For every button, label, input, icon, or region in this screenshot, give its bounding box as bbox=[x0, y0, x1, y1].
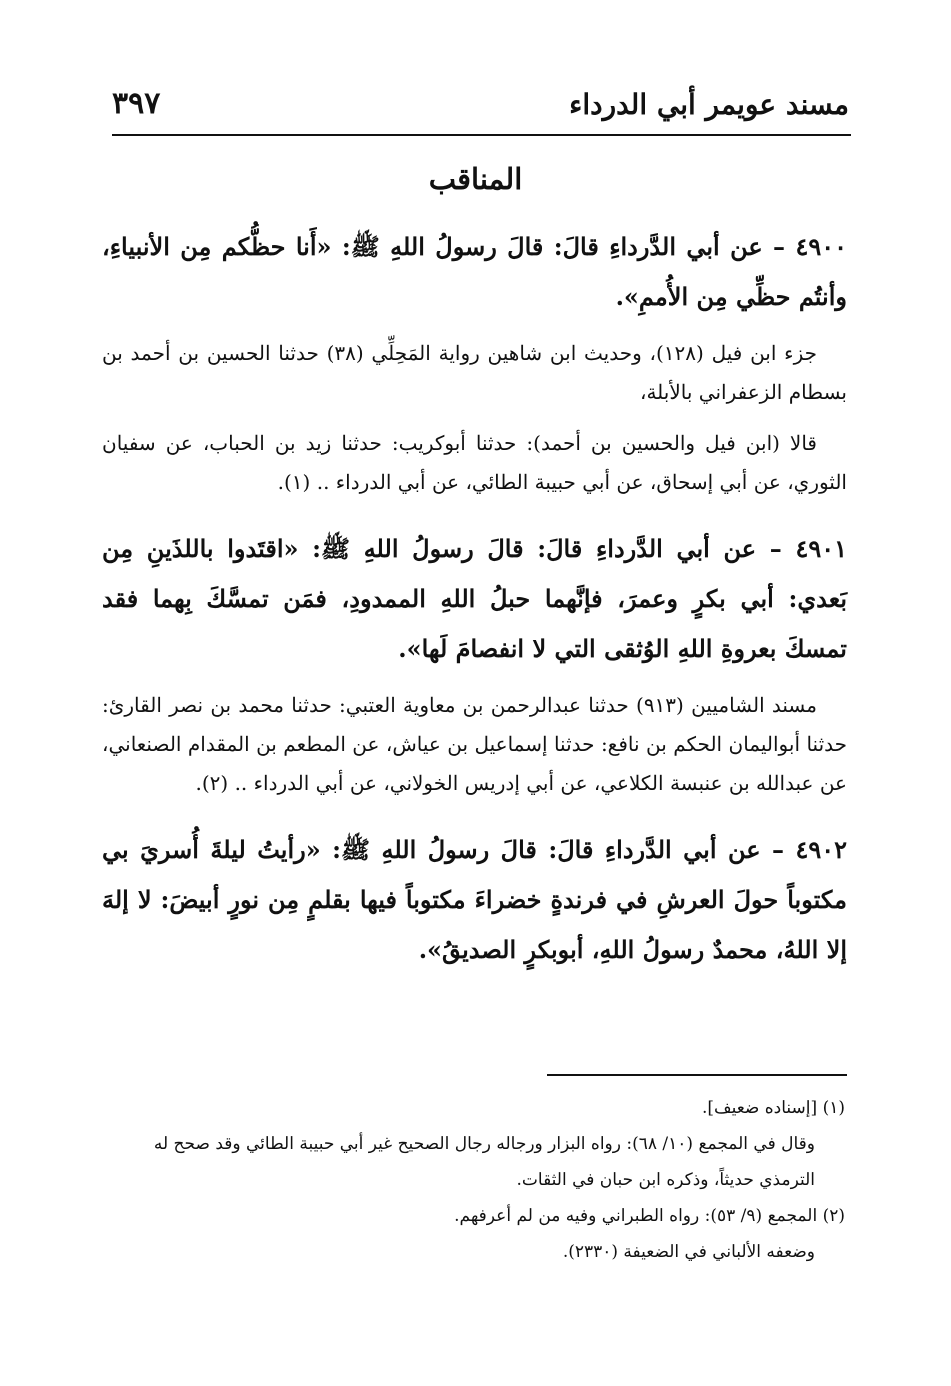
hadith-number: ٤٩٠٠ bbox=[795, 232, 847, 261]
source-paragraph: مسند الشاميين (٩١٣) حدثنا عبدالرحمن بن معاوية العتبي: حدثنا محمد بن نصر القارئ: حدثنا أبواليمان الحكم بن نافع: حدثنا إسماعيل بن عياش، عن المطعم بن المقدام الصنعاني، عن عبدالله بن عنبسة الكلاعي، عن أبي إدريس الخولاني، عن أبي الدرداء .. (٢). bbox=[102, 693, 847, 795]
footnote bbox=[104, 1198, 845, 1234]
hadith-entry bbox=[102, 222, 847, 322]
hadith-text: – عن أبي الدَّرداءِ قالَ: قالَ رسولُ اللهِ ﷺ: «رأيتُ ليلةَ أُسريَ بي مكتوباً حولَ العرشِ في فرندةٍ خضراءَ مكتوباً فيها بقلمٍ مِن نورٍ أبيضَ: لا إلهَ إلا اللهُ، محمدٌ رسولُ اللهِ، أبوبكرٍ الصديقُ». bbox=[102, 835, 847, 964]
hadith-entry bbox=[102, 825, 847, 975]
header-divider bbox=[112, 134, 851, 136]
hadith-number: ٤٩٠١ bbox=[795, 534, 847, 563]
footnote-divider bbox=[547, 1074, 847, 1076]
hadith-text: – عن أبي الدَّرداءِ قالَ: قالَ رسولُ اللهِ ﷺ: «أَنا حظُّكم مِن الأنبياءِ، وأنتُم حظِّي مِن الأُممِ». bbox=[102, 232, 847, 311]
footnote-continuation: وضعفه الألباني في الضعيفة (٢٣٣٠). bbox=[562, 1242, 815, 1262]
page-number: ٣٩٧ bbox=[112, 86, 161, 121]
footnote-marker: (٢) bbox=[822, 1206, 845, 1226]
footnote-text: [إسناده ضعيف]. bbox=[701, 1098, 818, 1118]
section-title: المناقب bbox=[428, 162, 523, 196]
source-paragraph: جزء ابن فيل (١٢٨)، وحديث ابن شاهين رواية المَحِلِّي (٣٨) حدثنا الحسين بن أحمد بن بسطام الزعفراني بالأبلة، bbox=[102, 341, 847, 404]
hadith-number: ٤٩٠٢ bbox=[795, 835, 847, 864]
hadith-entry bbox=[102, 524, 847, 674]
running-title: مسند عويمر أبي الدرداء bbox=[569, 88, 849, 121]
footnote-continuation: وقال في المجمع (١٠/ ٦٨): رواه البزار ورجاله رجال الصحيح غير أبي حبيبة الطائي وقد صحح له الترمذي حديثاً، وذكره ابن حبان في الثقات. bbox=[153, 1134, 815, 1190]
hadith-text: – عن أبي الدَّرداءِ قالَ: قالَ رسولُ اللهِ ﷺ: «اقتَدوا باللذَينِ مِن بَعدي: أبي بكرٍ وعمرَ، فإنَّهما حبلُ اللهِ الممدودِ، فمَن تمسَّكَ بِهما فقد تمسكَ بعروةِ اللهِ الوُثقى التي لا انفصامَ لَها». bbox=[102, 534, 847, 663]
footnotes bbox=[104, 1090, 845, 1270]
footnote bbox=[104, 1090, 845, 1126]
page-header bbox=[112, 86, 849, 121]
source-paragraph: قالا (ابن فيل والحسين بن أحمد): حدثنا أبوكريب: حدثنا زيد بن الحباب، عن سفيان الثوري، عن أبي إسحاق، عن أبي حبيبة الطائي، عن أبي الدرداء .. (١). bbox=[102, 431, 847, 494]
footnote-text: المجمع (٩/ ٥٣): رواه الطبراني وفيه من لم أعرفهم. bbox=[454, 1206, 818, 1226]
main-text bbox=[102, 222, 847, 987]
footnote-marker: (١) bbox=[822, 1098, 845, 1118]
